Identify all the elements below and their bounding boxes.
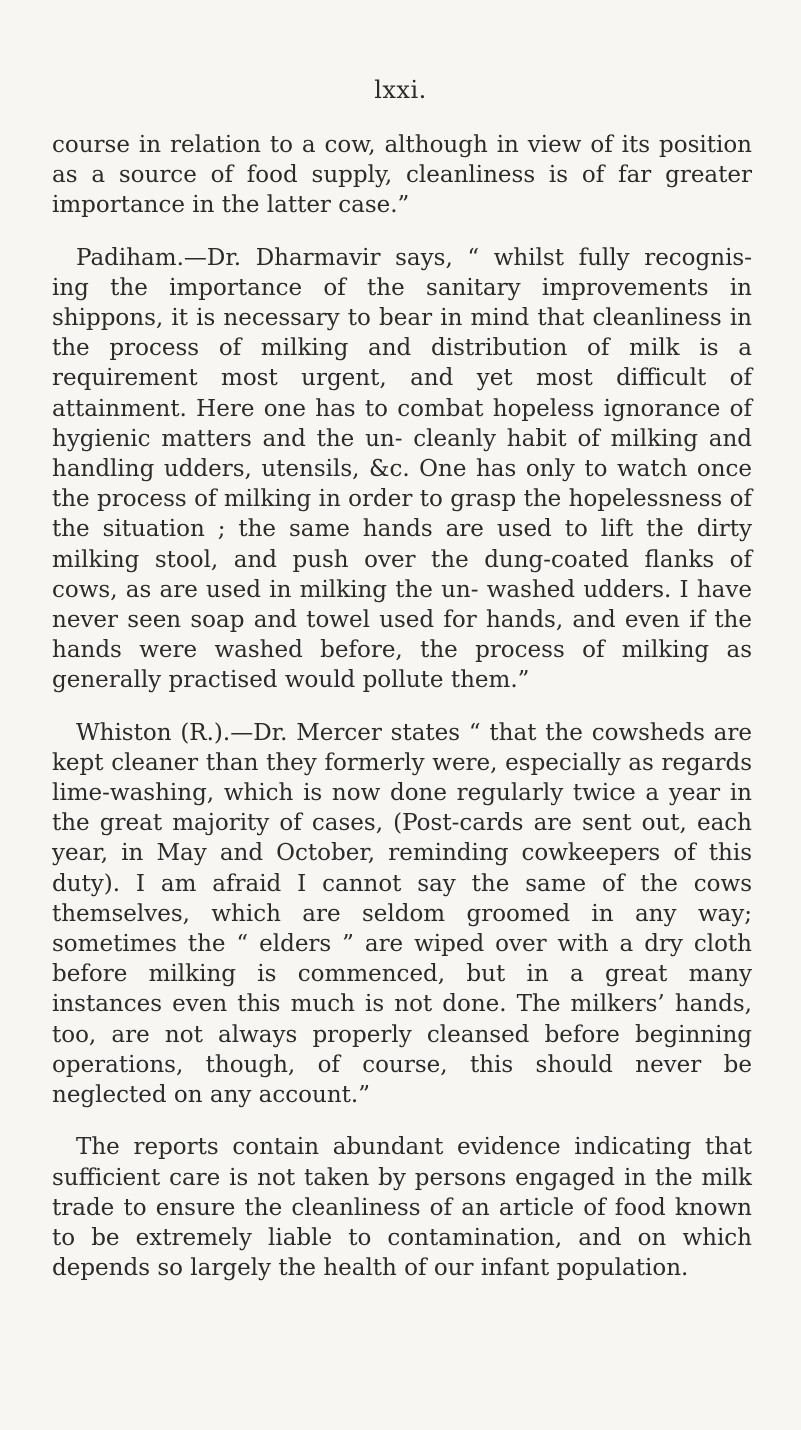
body-text xyxy=(52,130,752,1305)
paragraph-whiston: Whiston (R.).—Dr. Mercer states “ that the cowsheds are kept cleaner than they formerly were, especially as regards lime-washing, which is now done regularly twice a year in the great majority of cases, (Post-cards are sent out, each year, in May and October, reminding cowkeepers of this duty). I am afraid I cannot say the same of the cows themselves, which are seldom groomed in any way; sometimes the “ elders ” are wiped over with a dry cloth before milking is commenced, but in a great many instances even this much is not done. The milkers’ hands, too, are not always properly cleansed before beginning operations, though, of course, this should never be neglected on any account.” xyxy=(52,719,752,1109)
page-number: lxxi. xyxy=(374,76,427,104)
paragraph-continuation: course in relation to a cow, although in view of its position as a source of food supply, cleanliness is of far greater importance in the latter case.” xyxy=(52,132,752,219)
paragraph-conclusion: The reports contain abundant evidence indicating that sufficient care is not taken by persons engaged in the milk trade to ensure the cleanliness of an article of food known to be extremely liable to contamination, and on which depends so largely the health of our infant population. xyxy=(52,1134,752,1282)
paragraph-padiham: Padiham.—Dr. Dharmavir says, “ whilst fully recognis- ing the importance of the sanitary improvements in shippons, it is necessary to bear in mind that cleanliness in the process of milking and distribution of milk is a requirement most urgent, and yet most difficult of attainment. Here one has to combat hopeless ignorance of hygienic matters and the un- cleanly habit of milking and handling udders, utensils, &c. One has only to watch once the process of milking in order to grasp the hopelessness of the situation ; the same hands are used to lift the dirty milking stool, and push over the dung-coated flanks of cows, as are used in milking the un- washed udders. I have never seen soap and towel used for hands, and even if the hands were washed before, the process of milking as generally practised would pollute them.” xyxy=(52,244,752,694)
